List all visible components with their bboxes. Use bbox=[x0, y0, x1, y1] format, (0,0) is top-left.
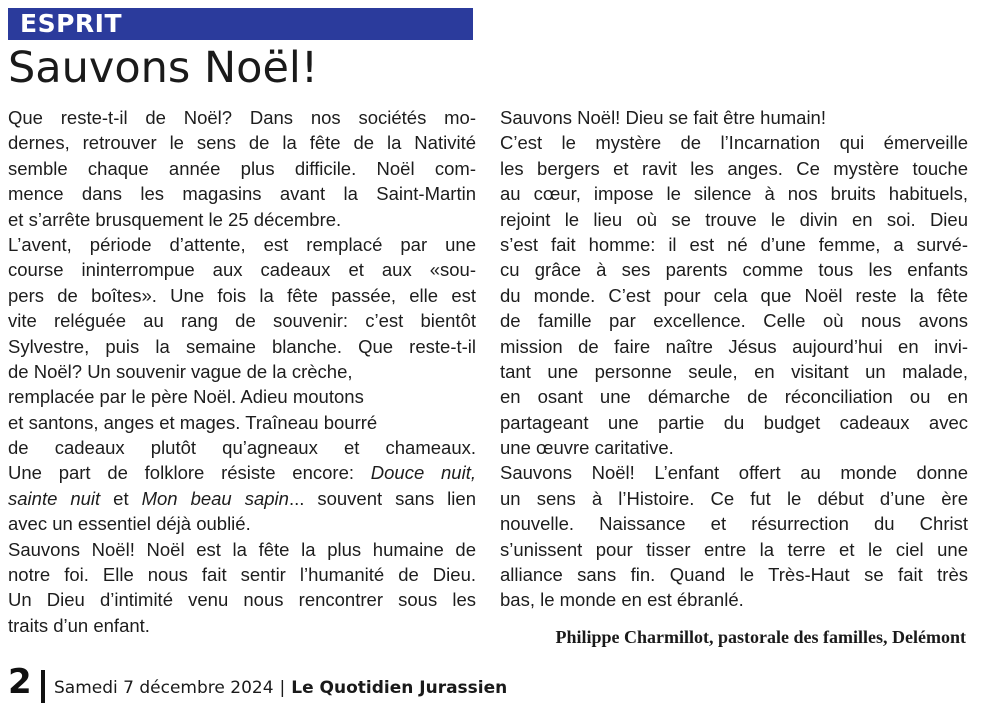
article-line: de cadeaux plutôt qu’agneaux et chameaux. bbox=[8, 437, 476, 459]
article-line: de Noël? Un souvenir vague de la crèche, bbox=[8, 360, 353, 382]
article-line: partageant une partie du budget cadeaux avec bbox=[500, 411, 968, 433]
article-line: Sylvestre, puis la semaine blanche. Que reste-t-il bbox=[8, 335, 476, 357]
section-banner bbox=[8, 8, 473, 40]
article-line: bas, le monde en est ébranlé. bbox=[500, 589, 744, 611]
article-line: cu grâce à ses parents comme tous les enfants bbox=[500, 259, 968, 281]
article-line: sainte nuit et Mon beau sapin... souvent sans lien bbox=[8, 487, 476, 509]
article-line: vite reléguée au rang de souvenir: c’est bientôt bbox=[8, 310, 476, 332]
article-line: remplacée par le père Noël. Adieu moutons bbox=[8, 386, 364, 408]
article-column-left bbox=[8, 105, 476, 638]
article-line: C’est le mystère de l’Incarnation qui émerveille bbox=[500, 132, 968, 154]
article-line: traits d’un enfant. bbox=[8, 614, 150, 636]
article-line: au cœur, impose le silence à nos bruits habituels, bbox=[500, 183, 968, 205]
article-line: pers de boîtes». Une fois la fête passée, elle est bbox=[8, 284, 476, 306]
article-line: Sauvons Noël! Dieu se fait être humain! bbox=[500, 107, 826, 128]
footer-info bbox=[54, 678, 507, 698]
article-line: une œuvre caritative. bbox=[500, 437, 674, 459]
article-line: de famille par excellence. Celle où nous avons bbox=[500, 310, 968, 332]
footer-date: Samedi 7 décembre 2024 bbox=[54, 678, 274, 698]
article-line: du monde. C’est pour cela que Noël reste la fête bbox=[500, 284, 968, 306]
footer-divider bbox=[41, 670, 45, 703]
article-line: en osant une démarche de réconciliation ou en bbox=[500, 386, 968, 408]
article-line: L’avent, période d’attente, est remplacé par une bbox=[8, 233, 476, 255]
article-line: Sauvons Noël! Noël est la fête la plus humaine de bbox=[8, 538, 476, 560]
article-line: Que reste-t-il de Noël? Dans nos sociétés mo- bbox=[8, 107, 476, 128]
article-headline: Sauvons Noël! bbox=[8, 43, 319, 93]
article-line: Sauvons Noël! L’enfant offert au monde donne bbox=[500, 462, 968, 484]
article-line: dernes, retrouver le sens de la fête de la Nativité bbox=[8, 132, 476, 154]
article-line: Un Dieu d’intimité venu nous rencontrer sous les bbox=[8, 589, 476, 611]
article-line: tant une personne seule, en visitant un malade, bbox=[500, 360, 968, 382]
article-line: s’unissent pour tisser entre la terre et le ciel une bbox=[500, 538, 968, 560]
footer-newspaper-name: Le Quotidien Jurassien bbox=[291, 678, 508, 698]
article-line: nouvelle. Naissance et résurrection du Christ bbox=[500, 513, 968, 535]
article-line: mence dans les magasins avant la Saint-Martin bbox=[8, 183, 476, 205]
article-line: mission de faire naître Jésus aujourd’hui en invi- bbox=[500, 335, 968, 357]
article-line: course ininterrompue aux cadeaux et aux «sou- bbox=[8, 259, 476, 281]
article-column-right bbox=[500, 105, 968, 613]
article-line: un sens à l’Histoire. Ce fut le début d’une ère bbox=[500, 487, 968, 509]
author-signature: Philippe Charmillot, pastorale des familles, Delémont bbox=[555, 627, 966, 647]
section-label: ESPRIT bbox=[20, 9, 123, 38]
article-line: rejoint le lieu où se trouve le divin en soi. Dieu bbox=[500, 208, 968, 230]
article-line: notre foi. Elle nous fait sentir l’humanité de Dieu. bbox=[8, 564, 476, 586]
footer-separator: | bbox=[279, 678, 286, 698]
article-line: s’est fait homme: il est né d’une femme, a survé- bbox=[500, 233, 968, 255]
article-line: Une part de folklore résiste encore: Douce nuit, bbox=[8, 462, 476, 484]
article-line: et santons, anges et mages. Traîneau bourré bbox=[8, 411, 378, 433]
article-line: et s’arrête brusquement le 25 décembre. bbox=[8, 208, 342, 230]
article-line: alliance sans fin. Quand le Très-Haut se fait très bbox=[500, 564, 968, 586]
article-line: avec un essentiel déjà oublié. bbox=[8, 513, 251, 535]
page-number: 2 bbox=[8, 662, 32, 702]
article-line: les bergers et ravit les anges. Ce mystère touche bbox=[500, 157, 968, 179]
article-line: semble chaque année plus difficile. Noël com- bbox=[8, 157, 476, 179]
